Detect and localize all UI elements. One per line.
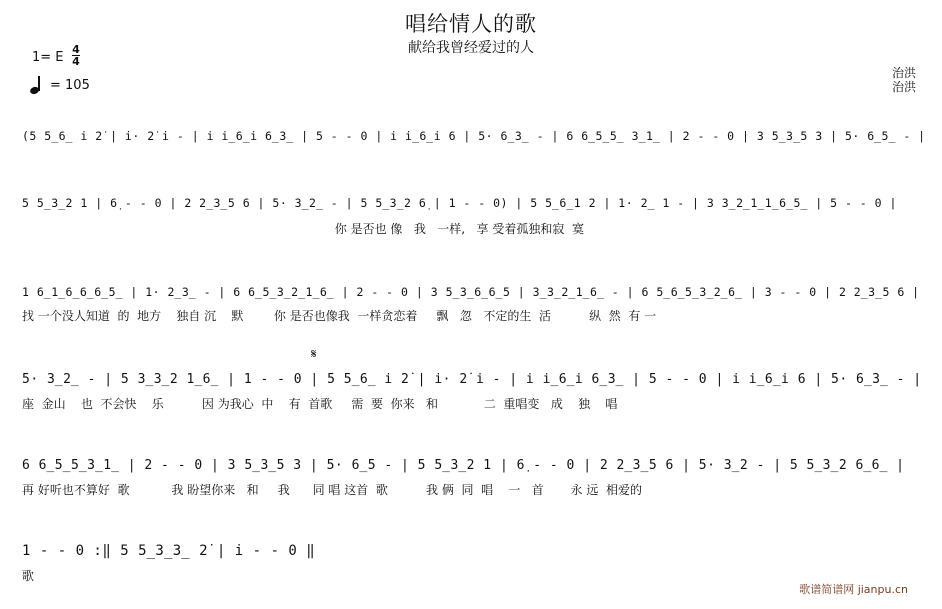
watermark: 歌谱简谱网 jianpu.cn (799, 583, 908, 596)
staff-row-6: 1 - - 0 :‖ 5 5̲3̲3̲ 2̇ | i - - 0 ‖ (22, 543, 316, 559)
key-signature: 1= E (32, 50, 64, 65)
segno-sign: 𝄋 (311, 347, 317, 362)
staff-row-4: 5· 3̲2̲ - | 5 3̲3̲2 1̲6̲ | 1 - - 0 | 5 5̲6̲ i 2̇ | i· 2̇ i - | i i̲6̲i 6̲3̲ | 5 - - 0 | i i̲6̲i 6 | 5· 6̲3̲ - | (22, 372, 922, 387)
staff-row-2: 5 5̲3̲2 1 | 6̣ - - 0 | 2 2̲3̲5 6 | 5· 3̲2̲ - | 5 5̲3̲2 6̣ | 1 - - 0) | 5 5̲6̲1 2 | 1· 2̲ 1 - | 3 3̲2̲1̲1̲6̲5̲ | 5 - - 0 | (22, 196, 897, 210)
composer-music: 治洪 (891, 80, 916, 94)
staff-row-3: 1 6̲1̲6̲6̲6̲5̲ | 1· 2̲3̲ - | 6 6̲5̲3̲2̲1̲6̲ | 2 - - 0 | 3 5̲3̲6̲6̲5 | 3̲3̲2̲1̲6̲ - | 6 5̲6̲5̲3̲2̲6̲ | 3 - - 0 | 2 2̲3̲5 6 | (22, 285, 920, 299)
staff-row-5: 6 6̲5̲5̲3̲1̲ | 2 - - 0 | 3 5̲3̲5 3 | 5· 6̲5 - | 5 5̲3̲2 1 | 6̣ - - 0 | 2 2̲3̲5 6 | 5· 3̲2 - | 5 5̲3̲2 6̲6̲ | (22, 458, 905, 473)
tempo-marking (30, 76, 90, 94)
time-signature-top: 4 (72, 43, 80, 56)
lyrics-row-2: 你 是否也 像 我 一样, 享 受着孤独和寂 寞 (22, 222, 585, 236)
page-subtitle: 献给我曾经爱过的人 (408, 40, 534, 56)
quarter-note-icon (30, 76, 44, 94)
lyrics-row-3: 找 一个没人知道 的 地方 独自 沉 默 你 是否也像我 一样贪恋着 飘 忽 不定的生 活 纵 然 有 一 (22, 309, 657, 323)
composer-lyricist: 治洪 (891, 66, 916, 80)
lyrics-row-4: 座 金山 也 不会快 乐 因 为我心 中 有 首歌 需 要 你来 和 二 重唱变 成 独 唱 (22, 397, 618, 411)
lyrics-row-6: 歌 (22, 569, 35, 583)
lyrics-row-5: 再 好听也不算好 歌 我 盼望你来 和 我 同 唱 这首 歌 我 俩 同 唱 一 首 永 远 相爱的 (22, 483, 642, 497)
staff-row-1: (5 5̲6̲ i 2̇ | i· 2̇ i - | i i̲6̲i 6̲3̲ | 5 - - 0 | i i̲6̲i 6 | 5· 6̲3̲ - | 6 6̲5̲5̲ 3̲1̲ | 2 - - 0 | 3 5̲3̲5 3 | 5· 6̲5̲ - | (22, 129, 926, 143)
page-title: 唱给情人的歌 (405, 12, 537, 36)
time-signature (72, 44, 80, 67)
tempo-value: = 105 (50, 77, 90, 93)
time-signature-bottom: 4 (72, 55, 80, 68)
